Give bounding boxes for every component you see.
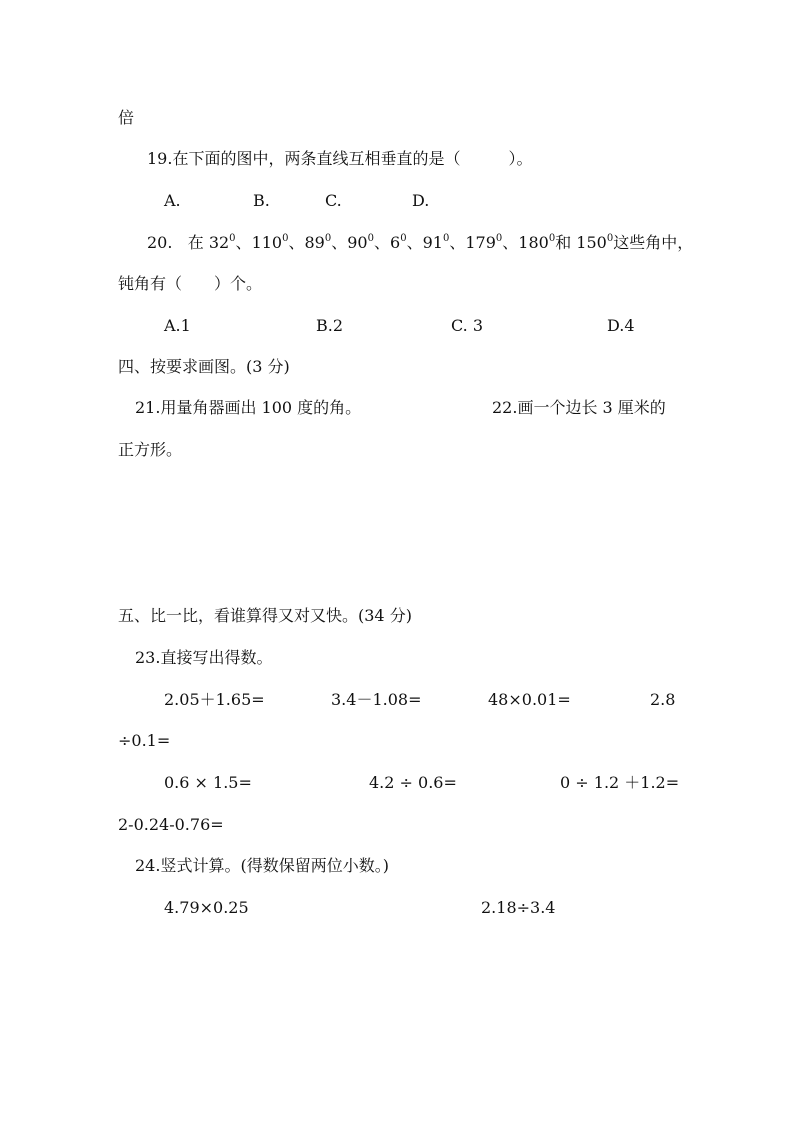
question-20-prefix: 在 [187,233,209,252]
calc-8: 2-0.24-0.76= [118,815,224,834]
question-22: 22.画一个边长 3 厘米的 [492,398,666,417]
vertical-calc-1: 4.79×0.25 [164,898,249,917]
separator: 、 [373,233,390,252]
angle-value: 32 [208,233,230,252]
separator: 、 [502,233,519,252]
calc-1: 2.05＋1.65= [164,690,265,709]
question-20-and: 和 [555,233,577,252]
degree-mark: 0 [324,233,332,244]
section-4-heading: 四、按要求画图。(3 分) [118,357,290,376]
degree-mark: 0 [229,233,236,244]
calc-6: 4.2 ÷ 0.6= [369,773,457,792]
calc-4: 2.8 [650,690,676,709]
degree-mark: 0 [606,233,614,244]
question-20-line2: 钝角有（ ）个。 [118,274,263,293]
question-20-number: 20. [147,233,173,252]
option-20-b: B.2 [316,316,344,335]
question-21: 21.用量角器画出 100 度的角。 [135,398,362,417]
question-20-suffix: 这些角中， [613,233,694,252]
separator: 、 [449,233,466,252]
calc-4-continued: ÷0.1= [118,731,171,750]
angle-value: 89 [304,233,325,252]
degree-mark: 0 [282,233,289,244]
option-20-c: C. 3 [451,316,484,335]
angle-value: 91 [422,233,443,252]
calc-5: 0.6 × 1.5= [164,773,252,792]
degree-mark: 0 [400,233,407,244]
angle-value: 110 [251,233,283,252]
angle-value: 179 [465,233,496,252]
option-19-c: C. [325,191,342,210]
calc-7: 0 ÷ 1.2 ＋1.2= [560,773,680,792]
calc-2: 3.4－1.08= [331,690,422,709]
separator: 、 [331,233,348,252]
angle-value: 6 [390,233,401,252]
calc-3: 48×0.01= [488,690,571,709]
option-19-b: B. [253,191,270,210]
angle-value: 150 [576,233,607,252]
separator: 、 [288,233,305,252]
degree-mark: 0 [548,233,556,244]
question-23: 23.直接写出得数。 [135,648,273,667]
vertical-calc-2: 2.18÷3.4 [481,898,556,917]
question-19: 19.在下面的图中，两条直线互相垂直的是（ ）。 [147,149,533,168]
question-20 [147,233,693,253]
separator: 、 [235,233,252,252]
angle-value: 180 [518,233,549,252]
degree-mark: 0 [495,233,503,244]
question-24: 24.竖式计算。(得数保留两位小数。) [135,856,389,875]
question-22-line2: 正方形。 [118,440,183,459]
option-20-a: A.1 [164,316,191,335]
option-19-a: A. [164,191,181,210]
separator: 、 [406,233,423,252]
degree-mark: 0 [367,233,374,244]
option-19-d: D. [412,191,430,210]
text-bei: 倍 [118,108,135,127]
angle-value: 90 [347,233,368,252]
section-5-heading: 五、比一比，看谁算得又对又快。(34 分) [118,606,412,625]
degree-mark: 0 [442,233,450,244]
option-20-d: D.4 [607,316,635,335]
